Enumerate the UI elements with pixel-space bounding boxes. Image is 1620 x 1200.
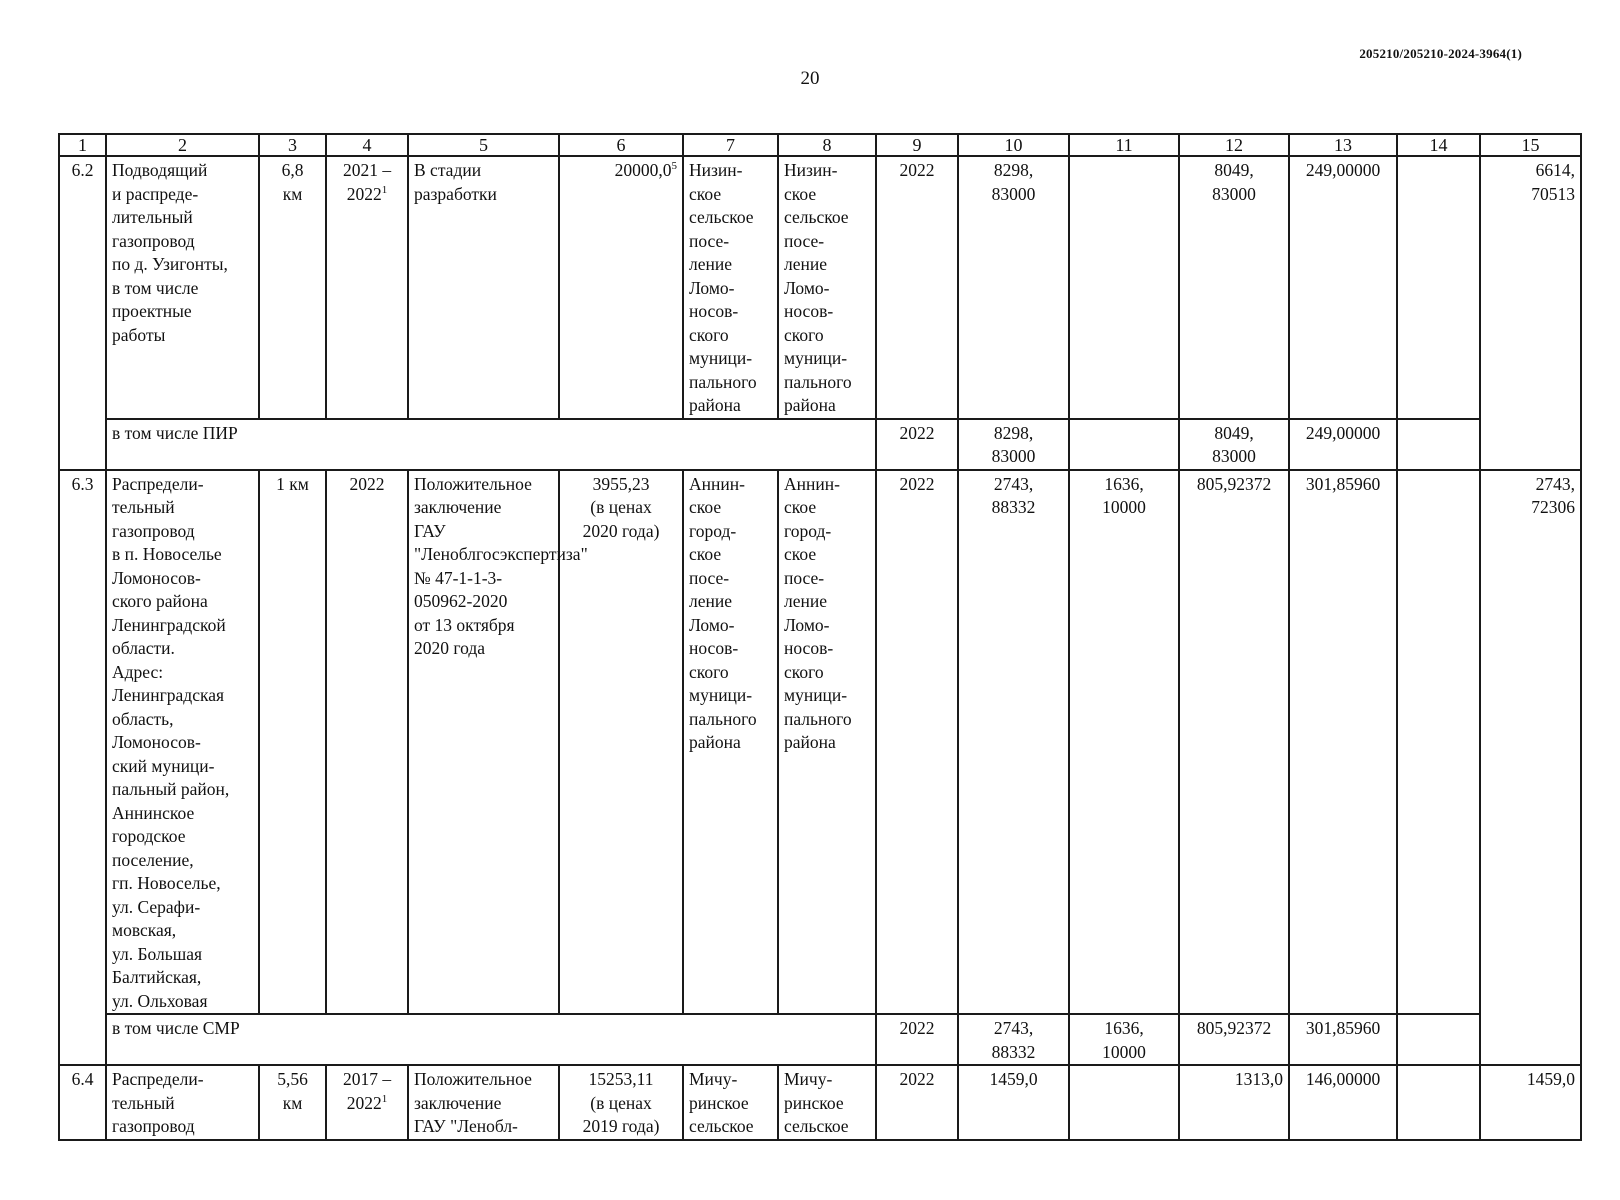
project-status: Положительное заключение ГАУ "Ленобл- <box>408 1065 559 1140</box>
col-header: 15 <box>1480 134 1581 156</box>
col-header: 6 <box>559 134 683 156</box>
customer: Аннин- ское город- ское посе- ление Ломо- носов- ского муници- пального района <box>778 470 876 1015</box>
object-name: Распредели- тельный газопровод в п. Новоселье Ломоносов- ского района Ленинградской области. Адрес: Ленинградская область, Ломоносов- ский муници- пальный район, Аннинское городское поселение, гп. Новоселье, ул. Серафи- мовская, ул. Большая Балтийская, ул. Ольховая <box>106 470 259 1015</box>
col-header: 2 <box>106 134 259 156</box>
owner: Низин- ское сельское посе- ление Ломо- носов- ского муници- пального района <box>683 156 778 419</box>
project-status: Положительное заключение ГАУ "Леноблгосэкспертиза" № 47-1-1-3- 050962-2020 от 13 октября 2020 года <box>408 470 559 1015</box>
customer: Низин- ское сельское посе- ление Ломо- носов- ского муници- пального района <box>778 156 876 419</box>
value-col-11 <box>1069 419 1179 470</box>
year: 2022 <box>876 419 958 470</box>
owner: Аннин- ское город- ское посе- ление Ломо- носов- ского муници- пального района <box>683 470 778 1015</box>
row-number: 6.2 <box>59 156 106 470</box>
subtotal-label: в том числе СМР <box>106 1014 876 1065</box>
value-col-13: 301,85960 <box>1289 470 1397 1015</box>
object-name: Распредели- тельный газопровод <box>106 1065 259 1140</box>
year: 2022 <box>876 1065 958 1140</box>
value-col-13: 146,00000 <box>1289 1065 1397 1140</box>
value-col-11 <box>1069 156 1179 419</box>
value-col-11: 1636, 10000 <box>1069 1014 1179 1065</box>
col-header: 14 <box>1397 134 1480 156</box>
years: 2022 <box>326 470 408 1015</box>
col-header: 10 <box>958 134 1069 156</box>
year: 2022 <box>876 1014 958 1065</box>
length: 5,56 км <box>259 1065 326 1140</box>
row-number: 6.3 <box>59 470 106 1066</box>
value-col-15: 6614, 70513 <box>1480 156 1581 470</box>
estimated-cost: 15253,11 (в ценах 2019 года) <box>559 1065 683 1140</box>
col-header: 13 <box>1289 134 1397 156</box>
owner: Мичу- ринское сельское <box>683 1065 778 1140</box>
project-status: В стадии разработки <box>408 156 559 419</box>
value-col-14 <box>1397 156 1480 419</box>
col-header: 5 <box>408 134 559 156</box>
years: 2017 – 2022$^1$ <box>326 1065 408 1140</box>
object-name: Подводящий и распреде- лительный газопровод по д. Узигонты, в том числе проектные работы <box>106 156 259 419</box>
value-col-15: 1459,0 <box>1480 1065 1581 1140</box>
col-header: 8 <box>778 134 876 156</box>
year: 2022 <box>876 470 958 1015</box>
value-col-14 <box>1397 1014 1480 1065</box>
column-header-row <box>59 134 1581 156</box>
value-col-13: 301,85960 <box>1289 1014 1397 1065</box>
value-col-14 <box>1397 1065 1480 1140</box>
value-col-12: 1313,0 <box>1179 1065 1289 1140</box>
table-row <box>59 1065 1581 1140</box>
length: 1 км <box>259 470 326 1015</box>
length: 6,8 км <box>259 156 326 419</box>
value-col-14 <box>1397 470 1480 1015</box>
year: 2022 <box>876 156 958 419</box>
col-header: 12 <box>1179 134 1289 156</box>
value-col-10: 2743, 88332 <box>958 470 1069 1015</box>
value-col-10: 8298, 83000 <box>958 419 1069 470</box>
customer: Мичу- ринское сельское <box>778 1065 876 1140</box>
data-table <box>58 133 1582 1141</box>
table-subrow <box>59 1014 1581 1065</box>
value-col-11 <box>1069 1065 1179 1140</box>
col-header: 9 <box>876 134 958 156</box>
table-row <box>59 156 1581 419</box>
value-col-10: 2743, 88332 <box>958 1014 1069 1065</box>
value-col-12: 8049, 83000 <box>1179 156 1289 419</box>
value-col-11: 1636, 10000 <box>1069 470 1179 1015</box>
page-number: 20 <box>800 68 820 89</box>
table-row <box>59 470 1581 1015</box>
estimated-cost: 3955,23 (в ценах 2020 года) <box>559 470 683 1015</box>
estimated-cost: 20000,0$^5$ <box>559 156 683 419</box>
document-id: 205210/205210-2024-3964(1) <box>1359 46 1522 61</box>
col-header: 3 <box>259 134 326 156</box>
value-col-13: 249,00000 <box>1289 419 1397 470</box>
row-number: 6.4 <box>59 1065 106 1140</box>
col-header: 7 <box>683 134 778 156</box>
years: 2021 – 2022$^1$ <box>326 156 408 419</box>
col-header: 1 <box>59 134 106 156</box>
table-subrow <box>59 419 1581 470</box>
subtotal-label: в том числе ПИР <box>106 419 876 470</box>
value-col-10: 1459,0 <box>958 1065 1069 1140</box>
value-col-12: 8049, 83000 <box>1179 419 1289 470</box>
value-col-12: 805,92372 <box>1179 470 1289 1015</box>
value-col-12: 805,92372 <box>1179 1014 1289 1065</box>
value-col-14 <box>1397 419 1480 470</box>
col-header: 11 <box>1069 134 1179 156</box>
value-col-15: 2743, 72306 <box>1480 470 1581 1066</box>
value-col-13: 249,00000 <box>1289 156 1397 419</box>
value-col-10: 8298, 83000 <box>958 156 1069 419</box>
col-header: 4 <box>326 134 408 156</box>
